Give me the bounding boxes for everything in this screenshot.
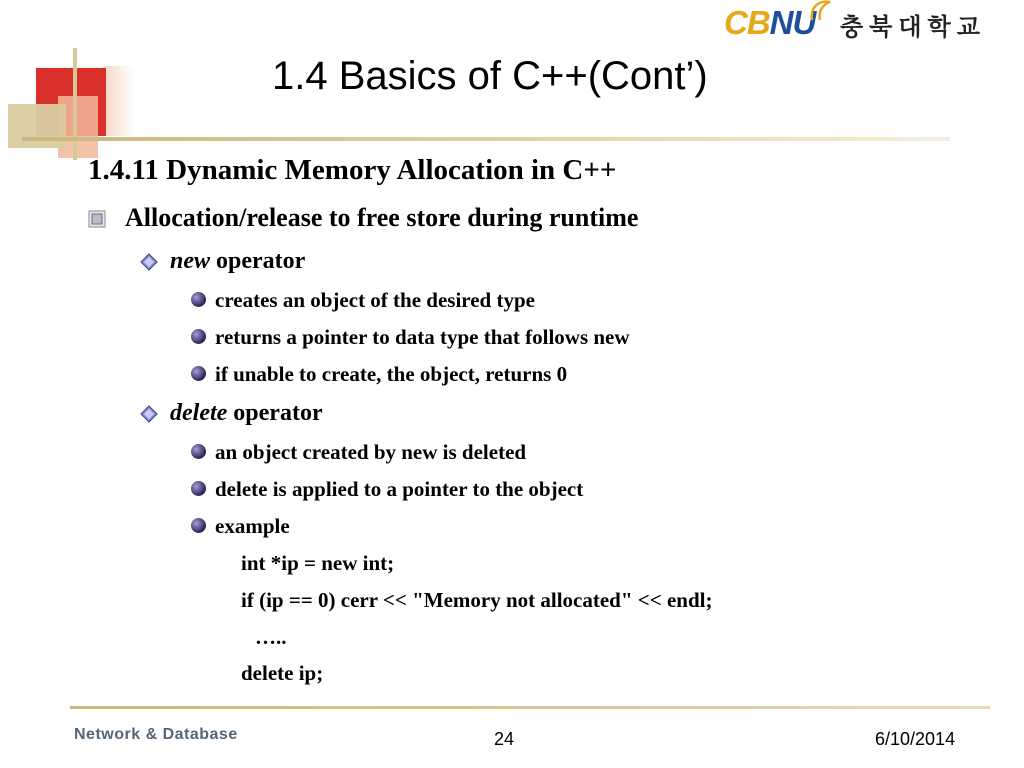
section-heading: 1.4.11 Dynamic Memory Allocation in C++	[88, 154, 617, 186]
code-line: int *ip = new int;	[241, 551, 395, 575]
diamond-bullet-icon	[140, 253, 158, 271]
list-item-text: an object created by new is deleted	[215, 440, 527, 464]
lab-logo-text: Network & Database	[74, 726, 238, 743]
list-item-text: returns a pointer to data type that follows new	[215, 325, 630, 349]
logo-latin-b: NU	[769, 4, 816, 41]
ball-bullet-icon	[190, 480, 207, 497]
logo-latin-text	[724, 4, 815, 42]
list-item-text: creates an object of the desired type	[215, 288, 535, 312]
square-bullet-icon	[88, 210, 106, 228]
level1-text: Allocation/release to free store during runtime	[125, 203, 639, 232]
code-line: delete ip;	[241, 661, 324, 685]
delete-operator-text	[170, 400, 323, 427]
slide-title: 1.4 Basics of C++(Cont’)	[272, 54, 708, 98]
decor-vertical-line	[73, 48, 77, 160]
new-operator-text	[170, 248, 305, 275]
ball-bullet-icon	[190, 517, 207, 534]
list-item-text: example	[215, 514, 290, 538]
ball-bullet-icon	[190, 443, 207, 460]
new-operator-label: operator	[210, 248, 306, 274]
delete-operator-label: operator	[227, 400, 323, 426]
code-line: if (ip == 0) cerr << "Memory not allocated" << endl;	[241, 588, 713, 612]
decor-fade-block	[104, 66, 134, 136]
slide-date: 6/10/2014	[875, 729, 956, 749]
ball-bullet-icon	[190, 328, 207, 345]
university-logo	[722, 4, 1012, 44]
page-number: 24	[494, 729, 515, 749]
list-item-text: if unable to create, the object, returns 0	[215, 362, 568, 386]
ball-bullet-icon	[190, 291, 207, 308]
delete-keyword: delete	[170, 400, 228, 426]
decor-tan-square	[8, 104, 66, 148]
logo-swoosh-icon	[808, 0, 838, 24]
logo-korean-text: 충북대학교	[840, 13, 986, 41]
code-line: …..	[255, 625, 287, 649]
footer-divider	[70, 706, 990, 709]
lab-logo	[68, 716, 268, 756]
diamond-bullet-icon	[140, 405, 158, 423]
logo-latin-a: CB	[724, 4, 770, 41]
title-underline	[22, 137, 950, 141]
ball-bullet-icon	[190, 365, 207, 382]
new-keyword: new	[170, 248, 211, 274]
list-item-text: delete is applied to a pointer to the object	[215, 477, 584, 501]
